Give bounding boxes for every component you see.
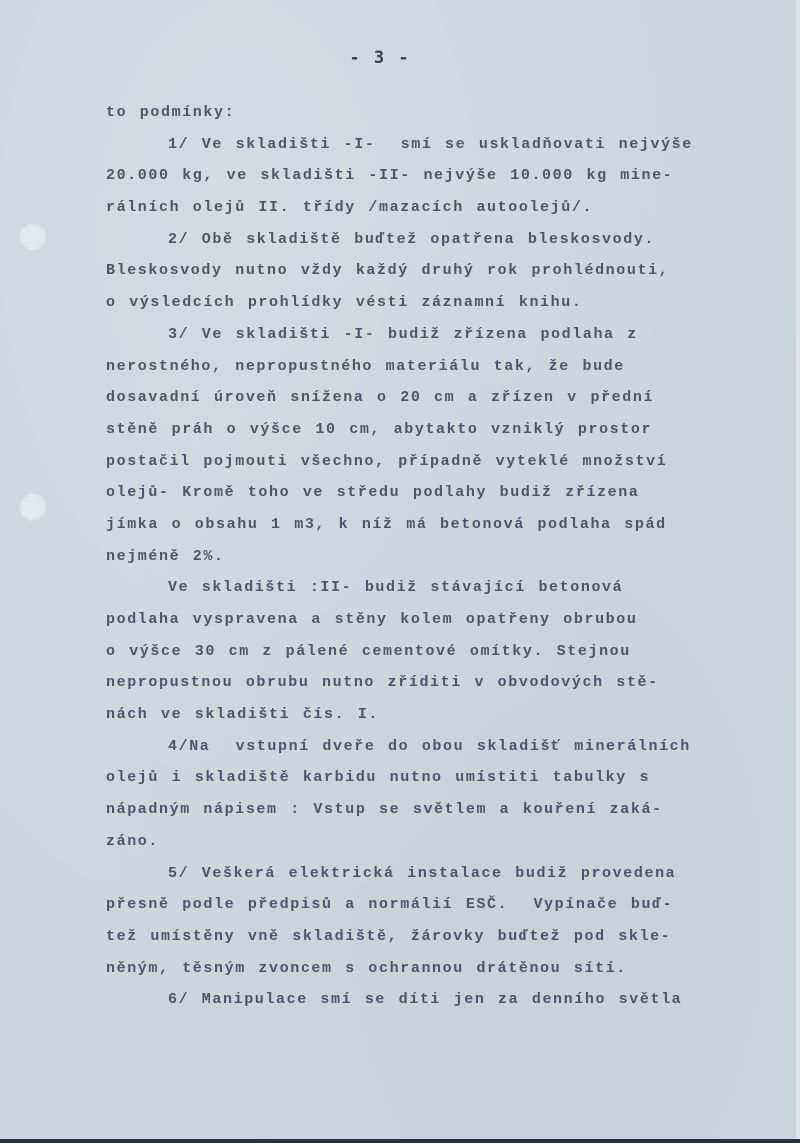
text-line: 1/ Ve skladišti -I- smí se uskladňovati nejvýše xyxy=(168,135,693,153)
text-line: olejů i skladiště karbidu nutno umístiti tabulky s xyxy=(106,769,651,787)
text-line: přesně podle předpisů a normálií ESČ. Vypínače buď- xyxy=(106,896,674,914)
punch-hole-top xyxy=(18,222,48,252)
text-line: to podmínky: xyxy=(106,104,236,121)
text-line: 4/Na vstupní dveře do obou skladišť minerálních xyxy=(168,737,691,755)
text-line: podlaha vyspravena a stěny kolem opatřeny obrubou xyxy=(106,611,638,628)
text-line: nejméně 2%. xyxy=(106,547,225,565)
text-line: nerostného, nepropustného materiálu tak, že bude xyxy=(106,357,625,375)
text-line: 20.000 kg, ve skladišti -II- nejvýše 10.000 kg mine- xyxy=(106,167,674,185)
text-line: o výsledcích prohlídky vésti záznamní knihu. xyxy=(106,294,583,312)
document-body xyxy=(106,97,776,1016)
page-edge-bottom xyxy=(0,1139,800,1143)
text-line: stěně práh o výšce 10 cm, abytakto vzniklý prostor xyxy=(106,420,653,438)
text-line: záno. xyxy=(106,832,160,850)
text-line: jímka o obsahu 1 m3, k níž má betonová podlaha spád xyxy=(106,515,667,533)
text-line: dosavadní úroveň snížena o 20 cm a zřízen v přední xyxy=(106,389,655,407)
text-line: nepropustnou obrubu nutno zříditi v obvodových stě- xyxy=(106,674,659,692)
text-line: Bleskosvody nutno vždy každý druhý rok prohlédnouti, xyxy=(106,262,670,280)
text-line: něným, těsným zvoncem s ochrannou drátěnou sítí. xyxy=(106,959,627,977)
text-line: 3/ Ve skladišti -I- budiž zřízena podlaha z xyxy=(168,325,638,343)
text-line: postačil pojmouti všechno, případně vyteklé množství xyxy=(106,452,668,470)
text-line: o výšce 30 cm z pálené cementové omítky. Stejnou xyxy=(106,642,631,660)
text-line: nápadným nápisem : Vstup se světlem a kouření zaká- xyxy=(106,801,663,819)
text-line: 5/ Veškerá elektrická instalace budiž provedena xyxy=(168,864,677,882)
text-line: rálních olejů II. třídy /mazacích autoolejů/. xyxy=(106,199,594,217)
page-edge-right xyxy=(796,0,800,1143)
text-line: nách ve skladišti čís. I. xyxy=(106,706,380,724)
text-line: 2/ Obě skladiště buďtež opatřena bleskosvody. xyxy=(168,230,656,248)
text-line: olejů- Kromě toho ve středu podlahy budiž zřízena xyxy=(106,484,640,502)
page-number: - 3 - xyxy=(349,48,411,68)
text-line: 6/ Manipulace smí se díti jen za denního světla xyxy=(168,991,683,1009)
text-line: tež umístěny vně skladiště, žárovky buďtež pod skle- xyxy=(106,927,672,945)
text-line: Ve skladišti :II- budiž stávající betonová xyxy=(168,579,624,597)
punch-hole-bottom xyxy=(18,492,48,522)
